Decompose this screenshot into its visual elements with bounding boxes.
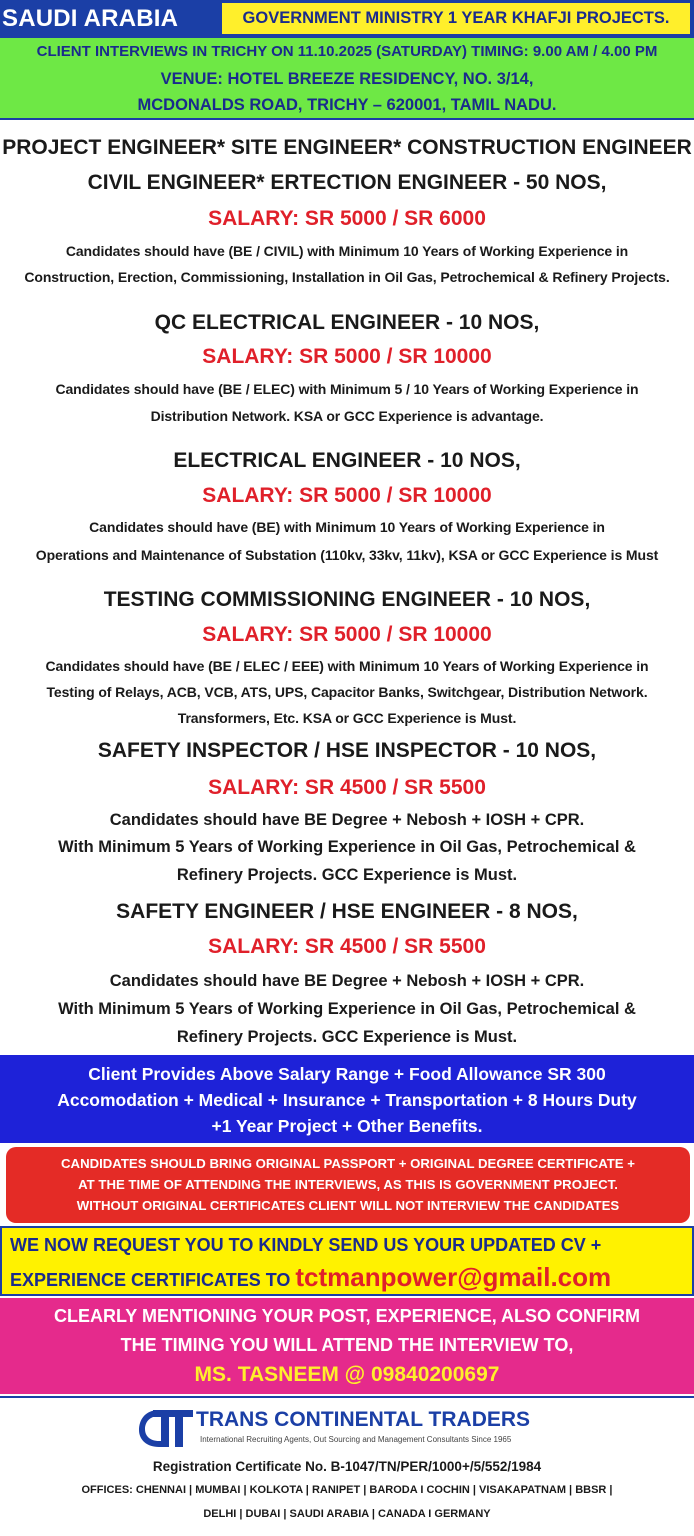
job-salary: SALARY: SR 5000 / SR 10000 [202,345,492,368]
contact-panel [0,1298,694,1394]
job-title: ELECTRICAL ENGINEER - 10 NOS, [173,449,521,472]
interview-date-line: CLIENT INTERVIEWS IN TRICHY ON 11.10.2025 (SATURDAY) TIMING: 9.00 AM / 4.00 PM [36,43,658,60]
ministry-heading: GOVERNMENT MINISTRY 1 YEAR KHAFJI PROJECTS. [222,3,690,34]
job-description: Candidates should have BE Degree + Nebosh + IOSH + CPR. [109,972,585,990]
header-bar [0,0,694,38]
notice-line: CANDIDATES SHOULD BRING ORIGINAL PASSPORT + ORIGINAL DEGREE CERTIFICATE + [61,1156,635,1171]
job-listings [0,122,694,1055]
country-heading: SAUDI ARABIA [2,5,179,32]
job-description: Candidates should have (BE) with Minimum 10 Years of Working Experience in [89,519,605,535]
job-title: QC ELECTRICAL ENGINEER - 10 NOS, [154,311,540,334]
contact-line: CLEARLY MENTIONING YOUR POST, EXPERIENCE, ALSO CONFIRM [53,1306,641,1326]
company-tagline: International Recruiting Agents, Out Sourcing and Management Consultants Since 1965 [200,1435,512,1444]
cv-request-line [10,1262,611,1295]
venue-address-line: MCDONALDS ROAD, TRICHY – 620001, TAMIL NADU. [137,96,557,114]
venue-line: VENUE: HOTEL BREEZE RESIDENCY, NO. 3/14, [160,70,534,88]
cv-request-prefix: EXPERIENCE CERTIFICATES TO [10,1270,291,1290]
benefits-line: +1 Year Project + Other Benefits. [211,1116,483,1136]
job-description: Candidates should have (BE / ELEC) with Minimum 5 / 10 Years of Working Experience in [55,381,639,397]
job-description: Candidates should have (BE / ELEC / EEE) with Minimum 10 Years of Working Experience in [45,658,649,674]
contact-person-phone[interactable]: MS. TASNEEM @ 09840200697 [194,1363,500,1386]
job-description: Distribution Network. KSA or GCC Experience is advantage. [150,408,544,424]
job-title: SAFETY INSPECTOR / HSE INSPECTOR - 10 NOS, [97,739,597,762]
job-title: TESTING COMMISSIONING ENGINEER - 10 NOS, [103,588,591,611]
job-description: With Minimum 5 Years of Working Experience in Oil Gas, Petrochemical & [58,1000,636,1018]
job-title: CIVIL ENGINEER* ERTECTION ENGINEER - 50 NOS, [87,171,607,194]
job-salary: SALARY: SR 5000 / SR 10000 [202,623,492,646]
job-title: SAFETY ENGINEER / HSE ENGINEER - 8 NOS, [116,900,578,923]
job-description: Construction, Erection, Commissioning, Installation in Oil Gas, Petrochemical & Refinery Projects. [24,269,670,285]
job-description: Refinery Projects. GCC Experience is Must. [176,866,518,884]
benefits-line: Client Provides Above Salary Range + Food Allowance SR 300 [88,1064,606,1084]
offices-list: DELHI | DUBAI | SAUDI ARABIA | CANADA I GERMANY [203,1508,491,1520]
job-salary: SALARY: SR 4500 / SR 5500 [208,935,486,958]
registration-number: Registration Certificate No. B-1047/TN/PER/1000+/5/552/1984 [152,1459,542,1474]
job-title: PROJECT ENGINEER* SITE ENGINEER* CONSTRUCTION ENGINEER [2,136,692,159]
original-documents-notice [6,1147,690,1223]
contact-line: THE TIMING YOU WILL ATTEND THE INTERVIEW TO, [120,1335,574,1355]
offices-list: OFFICES: CHENNAI | MUMBAI | KOLKOTA | RANIPET | BARODA I COCHIN | VISAKAPATNAM | BBSR | [81,1484,613,1496]
company-name: TRANS CONTINENTAL TRADERS [196,1408,531,1431]
job-description: Candidates should have (BE / CIVIL) with Minimum 10 Years of Working Experience in [65,243,629,259]
job-description: Testing of Relays, ACB, VCB, ATS, UPS, Capacitor Banks, Switchgear, Distribution Network. [46,684,648,700]
notice-line: WITHOUT ORIGINAL CERTIFICATES CLIENT WILL NOT INTERVIEW THE CANDIDATES [76,1198,620,1213]
job-description: Refinery Projects. GCC Experience is Must. [176,1028,518,1046]
notice-line: AT THE TIME OF ATTENDING THE INTERVIEWS, AS THIS IS GOVERNMENT PROJECT. [78,1177,618,1192]
company-footer [0,1396,694,1536]
email-address-link[interactable]: tctmanpower@gmail.com [295,1262,612,1292]
job-description: Transformers, Etc. KSA or GCC Experience is Must. [177,710,517,726]
venue-band [0,38,694,120]
job-salary: SALARY: SR 5000 / SR 10000 [202,484,492,507]
cv-request-line: WE NOW REQUEST YOU TO KINDLY SEND US YOUR UPDATED CV + [10,1235,602,1255]
job-salary: SALARY: SR 4500 / SR 5500 [208,776,486,799]
job-salary: SALARY: SR 5000 / SR 6000 [208,207,486,230]
job-description: Candidates should have BE Degree + Nebosh + IOSH + CPR. [109,811,585,829]
job-description: Operations and Maintenance of Substation (110kv, 33kv, 11kv), KSA or GCC Experience is Must [35,547,659,563]
company-logo-icon [135,1406,193,1450]
benefits-line: Accomodation + Medical + Insurance + Transportation + 8 Hours Duty [57,1090,637,1110]
cv-request-panel [0,1226,694,1296]
benefits-panel [0,1055,694,1143]
job-description: With Minimum 5 Years of Working Experience in Oil Gas, Petrochemical & [58,838,636,856]
